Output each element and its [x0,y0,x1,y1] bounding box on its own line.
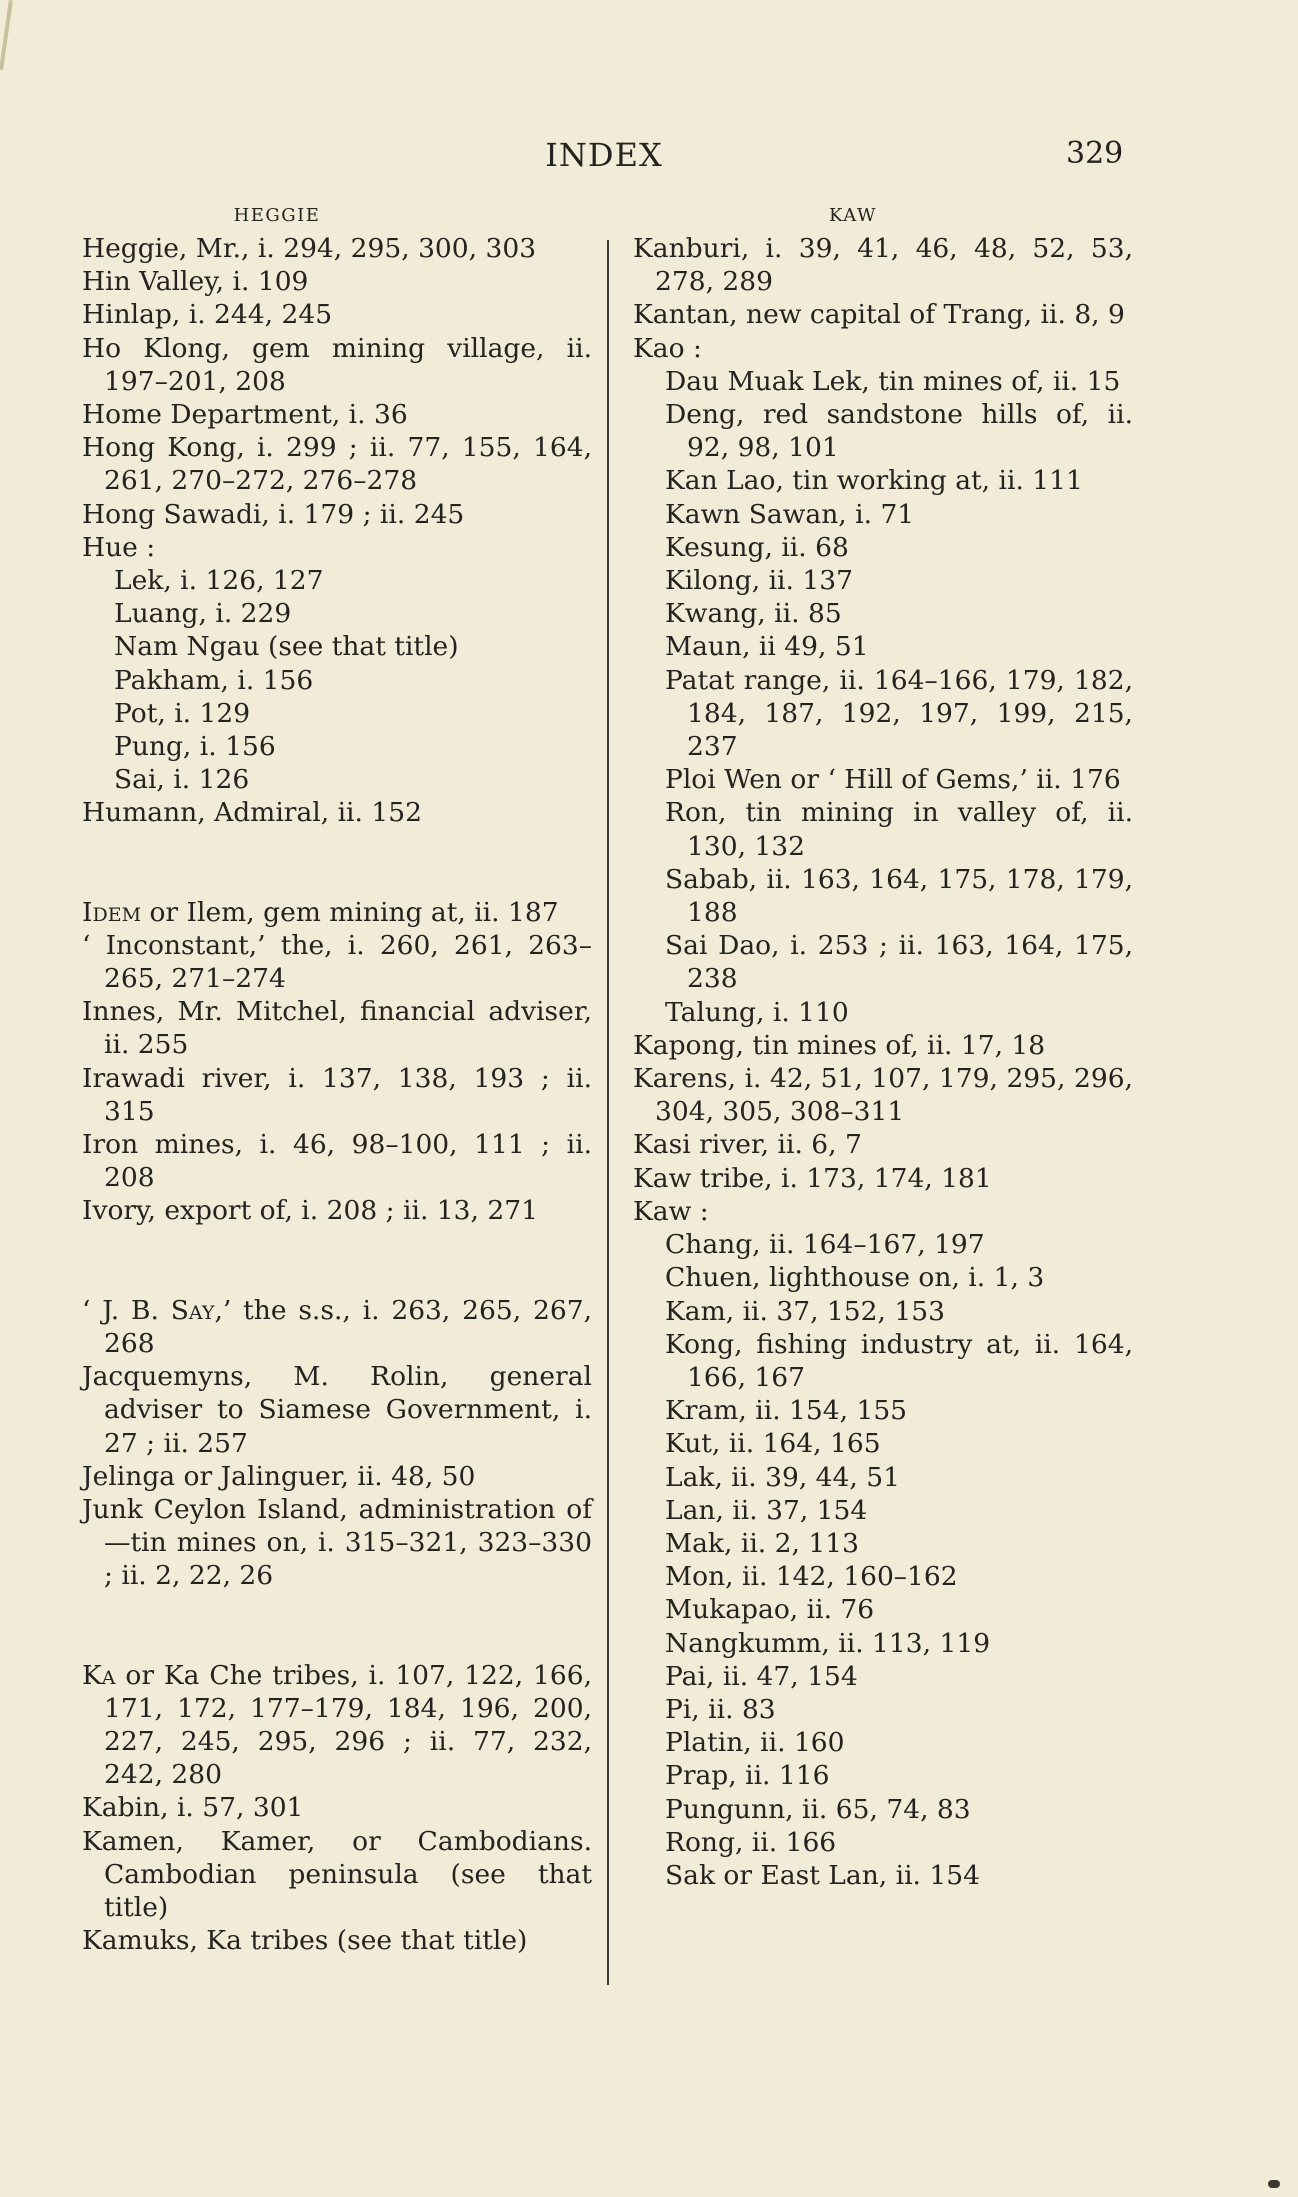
index-subentry: Pai, ii. 47, 154 [665,1660,858,1692]
small-caps-word: Idem [82,896,142,928]
index-subentry: Kilong, ii. 137 [665,565,853,597]
index-subentry: Sabab, ii. 163, 164, 175, 178, 179, 188 [665,863,1133,929]
index-subentry: Kan Lao, tin working at, ii. 111 [665,465,1083,497]
right-column [633,200,1133,1892]
index-subentry: Kwang, ii. 85 [665,598,842,630]
index-entry: Kanburi, i. 39, 41, 46, 48, 52, 53, 278, 289 [633,233,1133,298]
right-running-head: KAW [829,205,877,226]
index-subentry: Lek, i. 126, 127 [114,565,324,597]
index-subentry: Patat range, ii. 164–166, 179, 182, 184, 187, 192, 197, 199, 215, 237 [665,664,1133,763]
index-subentry: Mak, ii. 2, 113 [665,1527,859,1559]
index-entry: Hin Valley, i. 109 [82,266,309,298]
index-entry: Hue : [82,531,156,563]
left-column [82,200,592,1957]
index-subentry: Kawn Sawan, i. 71 [665,498,915,530]
index-subentry: Deng, red sandstone hills of, ii. 92, 98, 101 [665,399,1133,464]
index-entry: Innes, Mr. Mitchel, financial adviser, ii. 255 [82,996,592,1061]
index-subentry: Dau Muak Lek, tin mines of, ii. 15 [665,365,1121,397]
index-subentry: Mon, ii. 142, 160–162 [665,1561,958,1593]
page-edge-mark [0,0,13,70]
page-title: INDEX [545,136,663,174]
index-entry: Junk Ceylon Island, administration of—tin mines on, i. 315–321, 323–330 ; ii. 2, 22, 26 [82,1493,592,1592]
index-entry: Hinlap, i. 244, 245 [82,299,333,331]
index-subentry: Kam, ii. 37, 152, 153 [665,1295,945,1327]
index-entry: Hong Sawadi, i. 179 ; ii. 245 [82,498,465,530]
index-entry: Hong Kong, i. 299 ; ii. 77, 155, 164, 261, 270–272, 276–278 [82,432,592,497]
index-entry: ‘ Inconstant,’ the, i. 260, 261, 263–265, 271–274 [82,929,592,995]
index-subentry: Luang, i. 229 [114,598,292,630]
index-subentry: Nangkumm, ii. 113, 119 [665,1627,991,1659]
index-entry: Kabin, i. 57, 301 [82,1792,304,1824]
index-entry: Jacquemyns, M. Rolin, general adviser to Siamese Government, i. 27 ; ii. 257 [82,1361,592,1459]
index-subentry: Rong, ii. 166 [665,1826,837,1858]
index-entry: Humann, Admiral, ii. 152 [82,797,422,829]
index-subentry: Ploi Wen or ‘ Hill of Gems,’ ii. 176 [665,764,1121,796]
right-entry-list [633,232,1133,1892]
index-entry: Kao : [633,332,702,364]
index-entry: Heggie, Mr., i. 294, 295, 300, 303 [82,233,537,264]
index-entry: Kamuks, Ka tribes (see that title) [82,1925,528,1957]
index-entry: Idem or Ilem, gem mining at, ii. 187 [82,896,559,928]
index-subentry: Sai Dao, i. 253 ; ii. 163, 164, 175, 238 [665,930,1133,995]
index-subentry: Platin, ii. 160 [665,1727,845,1759]
index-subentry: Nam Ngau (see that title) [114,631,459,663]
index-subentry: Kut, ii. 164, 165 [665,1428,881,1460]
index-subentry: Talung, i. 110 [665,996,849,1028]
index-entry: ‘ J. B. Say,’ the s.s., i. 263, 265, 267, 268 [82,1294,592,1359]
index-entry: Ka or Ka Che tribes, i. 107, 122, 166, 171, 172, 177–179, 184, 196, 200, 227, 245, 295, 296 ; ii. 77, 232, 242, 280 [82,1659,592,1791]
index-subentry: Lan, ii. 37, 154 [665,1494,868,1526]
index-subentry: Maun, ii 49, 51 [665,631,869,663]
index-entry: Kantan, new capital of Trang, ii. 8, 9 [633,299,1125,331]
index-subentry: Prap, ii. 116 [665,1760,830,1792]
index-subentry: Sak or East Lan, ii. 154 [665,1859,980,1891]
index-subentry: Pi, ii. 83 [665,1693,776,1725]
index-entry: Karens, i. 42, 51, 107, 179, 295, 296, 304, 305, 308–311 [633,1063,1133,1128]
index-entry: Kamen, Kamer, or Cambodians. Cambodian peninsula (see that title) [82,1825,592,1923]
index-subentry: Lak, ii. 39, 44, 51 [665,1461,900,1493]
left-running-head: HEGGIE [233,205,321,226]
index-subentry: Sai, i. 126 [114,764,250,796]
index-subentry: Kram, ii. 154, 155 [665,1395,908,1427]
index-entry: Kasi river, ii. 6, 7 [633,1129,862,1161]
column-divider [607,240,609,1985]
index-entry: Irawadi river, i. 137, 138, 193 ; ii. 315 [82,1062,592,1127]
index-entry: Jelinga or Jalinguer, ii. 48, 50 [82,1460,476,1492]
index-subentry: Kesung, ii. 68 [665,531,849,563]
index-subentry: Pungunn, ii. 65, 74, 83 [665,1793,971,1825]
index-subentry: Pakham, i. 156 [114,664,314,696]
index-entry: Home Department, i. 36 [82,399,408,431]
index-subentry: Pung, i. 156 [114,731,276,763]
index-subentry: Ron, tin mining in valley of, ii. 130, 132 [665,797,1133,862]
index-entry: Ho Klong, gem mining village, ii. 197–201, 208 [82,332,592,397]
index-entry: Kapong, tin mines of, ii. 17, 18 [633,1029,1046,1061]
small-caps-word: Ka [82,1659,116,1691]
index-entry: Kaw tribe, i. 173, 174, 181 [633,1162,992,1194]
index-subentry: Chuen, lighthouse on, i. 1, 3 [665,1262,1045,1294]
index-subentry: Mukapao, ii. 76 [665,1594,875,1626]
page-number: 329 [1066,136,1124,171]
index-subentry: Chang, ii. 164–167, 197 [665,1229,985,1261]
small-caps-word: Say [170,1294,215,1326]
index-subentry: Pot, i. 129 [114,697,251,729]
index-entry: Kaw : [633,1195,709,1227]
index-entry: Ivory, export of, i. 208 ; ii. 13, 271 [82,1195,538,1227]
index-subentry: Kong, fishing industry at, ii. 164, 166, 167 [665,1328,1133,1393]
index-entry: Iron mines, i. 46, 98–100, 111 ; ii. 208 [82,1129,592,1194]
ink-mark [1268,2180,1280,2188]
left-entry-list [82,232,592,1957]
